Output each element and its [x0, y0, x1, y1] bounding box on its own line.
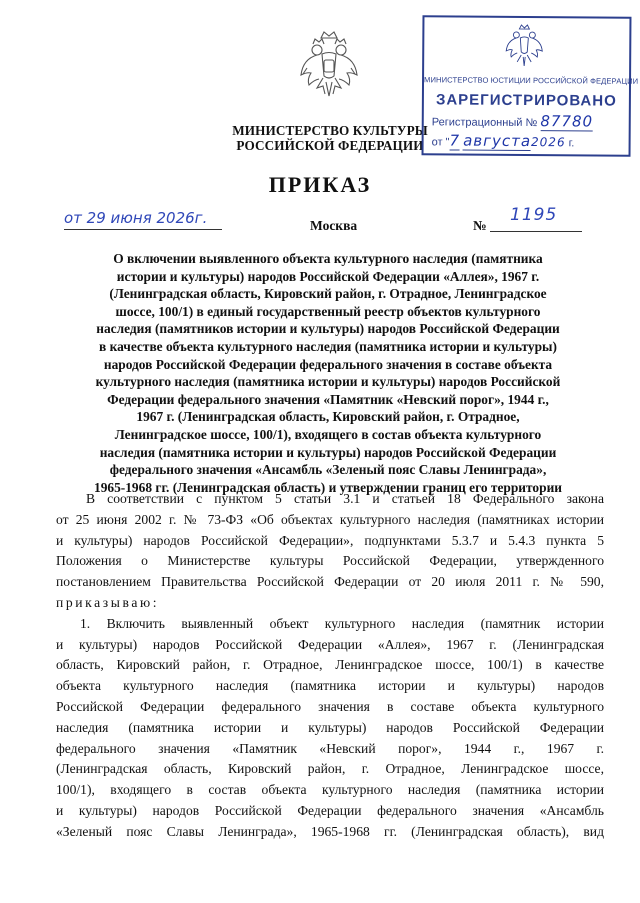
stamp-registration-line: [432, 111, 593, 131]
date-underline: [64, 229, 222, 230]
stamp-coat-of-arms-icon: [504, 22, 544, 70]
subject-line: истории и культуры) народов Российской Федерации «Аллея», 1967 г.: [116, 268, 540, 284]
subject-line: О включении выявленного объекта культурного наследия (памятника: [113, 251, 543, 266]
body-line: В соответствии с пунктом 5 статьи 3.1 и статьей 18 Федерального закона: [86, 491, 604, 506]
body-line: постановлением Правительства Российской Федерации от 20 июля 2011 г. № 590,: [56, 574, 604, 590]
body-line: 100/1), входящего в состав объекта культурного наследия (памятника истории: [56, 782, 604, 798]
subject-line: федерального значения «Ансамбль «Зеленый пояс Славы Ленинграда»,: [109, 462, 547, 478]
subject-line: 1967 г. (Ленинградская область, Кировский район, г. Отрадное,: [136, 409, 520, 425]
body-line: и культуры) народов Российской Федерации «Аллея», 1967 г. (Ленинградская: [56, 636, 604, 652]
body-line: федерального значения «Памятник «Невский порог», 1944 г., 1967 г.: [56, 740, 604, 756]
body-line: и культуры) народов Российской Федерации», подпунктами 5.3.7 и 5.4.3 пункта 5: [56, 532, 604, 548]
subject-line: в качестве объекта культурного наследия (памятника истории и культуры): [99, 338, 557, 354]
order-body: [56, 489, 604, 843]
subject-line: (Ленинградская область, Кировский район, г. Отрадное, Ленинградское: [109, 286, 547, 302]
stamp-ministry: МИНИСТЕРСТВО ЮСТИЦИИ РОССИЙСКОЙ ФЕДЕРАЦИИ: [424, 75, 639, 86]
body-line: приказываю:: [56, 594, 160, 610]
body-line: Положения о Министерстве культуры Российской Федерации, утвержденного: [56, 553, 604, 569]
stamp-reg-number: 87780: [540, 112, 594, 131]
subject-line: наследия (памятников истории и культуры) народов Российской Федерации: [96, 321, 560, 337]
body-line: (Ленинградская область, Кировский район, г. Отрадное, Ленинградское шоссе,: [56, 761, 604, 777]
order-subject: [54, 250, 602, 496]
subject-line: народов Российской Федерации федерального значения в составе объекта: [103, 356, 553, 372]
ministry-name-line2: РОССИЙСКОЙ ФЕДЕРАЦИИ: [236, 138, 424, 153]
stamp-date-prefix: от ": [431, 136, 450, 149]
stamp-date-line: [432, 131, 575, 151]
body-line: Российской Федерации федерального значения в составе объекта культурного: [56, 698, 604, 714]
ministry-name-line1: МИНИСТЕРСТВО КУЛЬТУРЫ: [232, 123, 428, 138]
stamp-title: ЗАРЕГИСТРИРОВАНО: [435, 91, 617, 110]
number-label: №: [473, 218, 487, 233]
number-underline: [490, 231, 582, 232]
subject-line: 1965-1968 гг. (Ленинградская область) и утверждении границ его территории: [94, 479, 562, 495]
handwritten-date: от 29 июня 2026г.: [64, 209, 208, 227]
body-line: и культуры) народов Российской Федерации федерального значения «Ансамбль: [56, 802, 604, 818]
body-line: от 25 июня 2002 г. № 73-ФЗ «Об объектах культурного наследия (памятниках истории: [56, 511, 604, 527]
body-line: наследия (памятника истории и культуры) народов Российской Федерации: [56, 719, 604, 735]
city: Москва: [310, 218, 358, 233]
stamp-date-year: 2026: [531, 135, 566, 150]
registration-stamp: [422, 15, 639, 156]
document-title: ПРИКАЗ: [268, 172, 372, 197]
subject-line: шоссе, 100/1) в единый государственный реестр объектов культурного: [115, 303, 541, 319]
coat-of-arms-icon: [297, 28, 361, 106]
subject-line: культурного наследия (памятника истории и культуры) народов Российской: [95, 374, 561, 390]
body-line: 1. Включить выявленный объект культурного наследия (памятник истории: [80, 615, 604, 631]
body-line: область, Кировский район, г. Отрадное, Ленинградское шоссе, 100/1) в качестве: [56, 657, 604, 673]
body-line: объекта культурного наследия (памятника истории и культуры) народов: [56, 678, 604, 694]
stamp-date-suffix: г.: [568, 137, 575, 150]
subject-line: наследия (памятника истории и культуры) народов Российской Федерации: [99, 444, 557, 460]
subject-line: Федерации федерального значения «Памятник «Невский порог», 1944 г.,: [107, 391, 549, 407]
body-line: «Зеленый пояс Славы Ленинграда», 1965-1968 гг. (Ленинградская область), вид: [56, 823, 604, 839]
handwritten-number: 1195: [510, 205, 558, 225]
stamp-date-month: августа: [463, 131, 532, 151]
stamp-reg-label: Регистрационный №: [431, 116, 538, 130]
stamp-date-day: 7: [449, 131, 461, 150]
subject-line: Ленинградское шоссе, 100/1), входящего в состав объекта культурного: [114, 426, 542, 442]
